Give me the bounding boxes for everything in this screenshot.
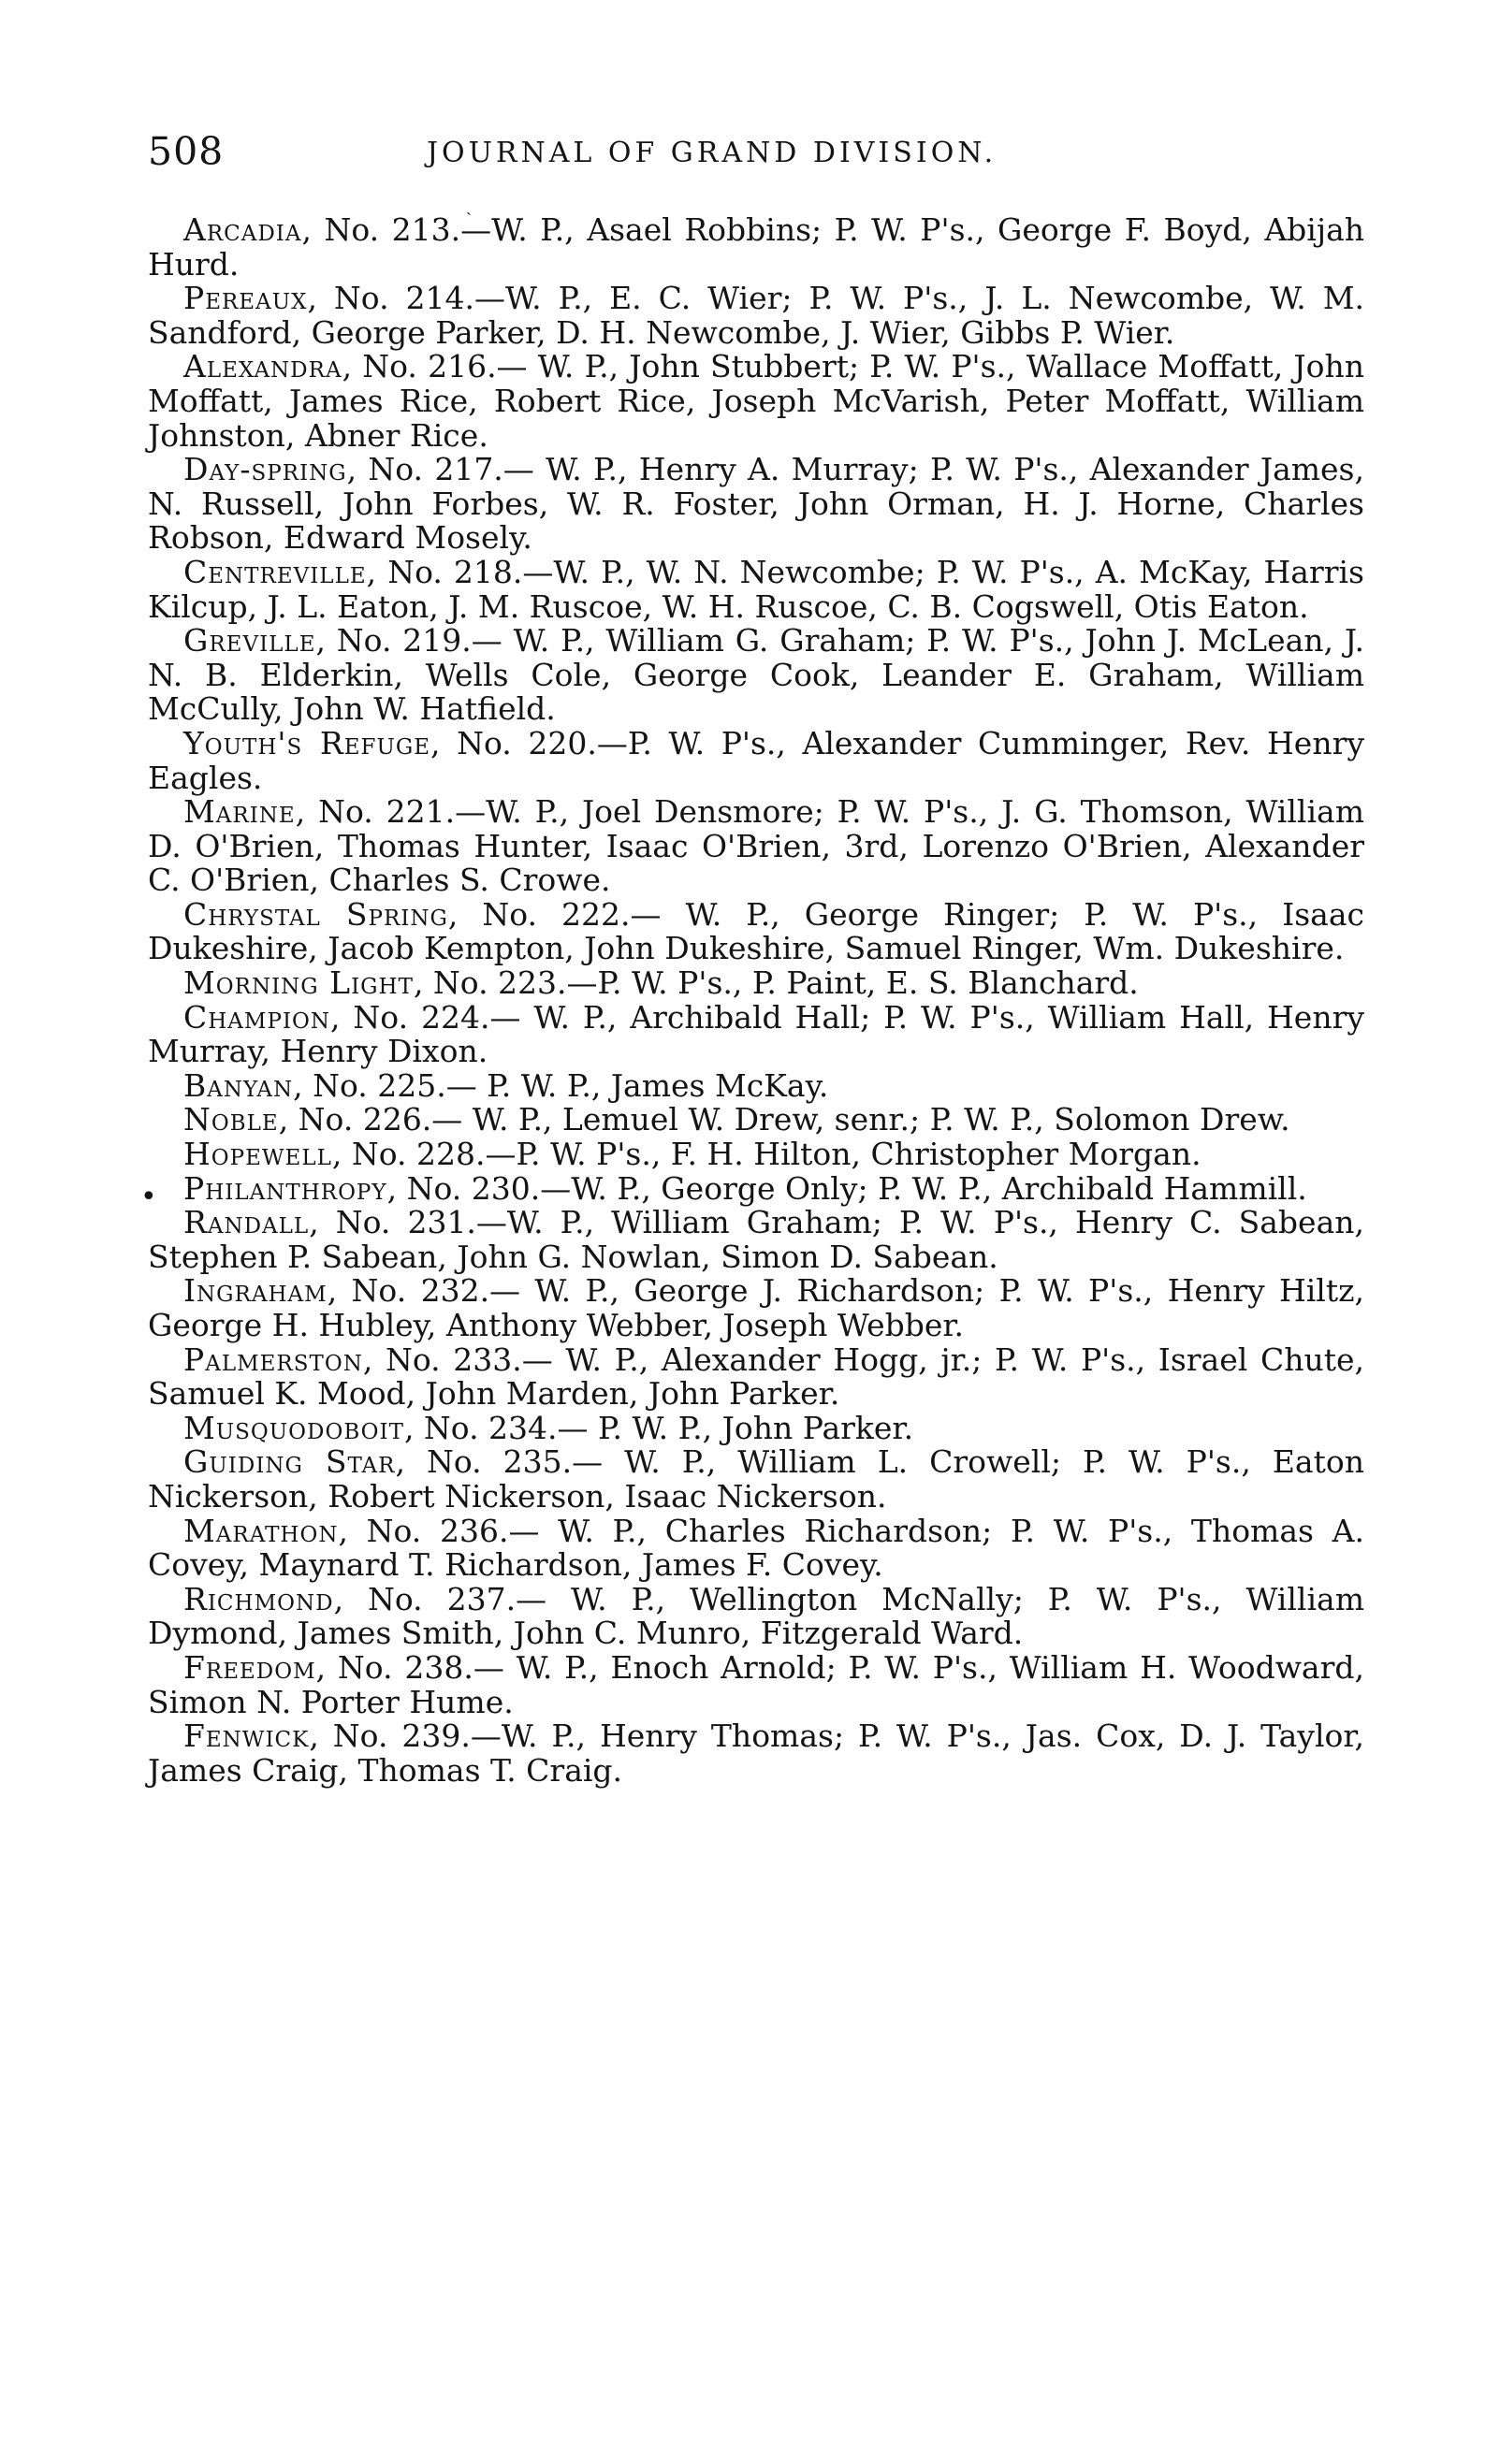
division-entry bbox=[148, 1138, 1364, 1172]
division-entry bbox=[148, 795, 1364, 898]
division-details: , No. 236.— W. P., Charles Richardson; P. W. P's., Thomas A. Covey, Maynard T. Richardson, James F. Covey. bbox=[148, 1512, 1364, 1584]
division-entry bbox=[148, 1066, 1364, 1104]
division-details: , No. 223.—P. W. P's., P. Paint, E. S. Blanchard. bbox=[413, 964, 1139, 1002]
division-name: Guiding Star bbox=[183, 1443, 396, 1481]
division-entry bbox=[148, 282, 1364, 350]
division-name: Hopewell bbox=[183, 1136, 332, 1173]
division-entry bbox=[148, 724, 1365, 796]
division-entry bbox=[148, 453, 1364, 556]
division-details: , No. 222.— W. P., George Ringer; P. W. P's., Isaac Dukeshire, Jacob Kempton, John Dukeshire, Samuel Ringer, Wm. Dukeshire. bbox=[148, 895, 1364, 967]
division-entry bbox=[148, 1648, 1364, 1720]
division-entry bbox=[148, 553, 1364, 625]
division-name: Marathon bbox=[183, 1512, 339, 1549]
division-entry bbox=[148, 966, 1364, 1001]
division-details: , No. 219.— W. P., William G. Graham; P. W. P's., John J. McLean, J. N. B. Elderkin, Wells Cole, George Cook, Leander E. Graham, William McCully, John W. Hatfield. bbox=[148, 622, 1364, 728]
division-details: , No. 221.—W. P., Joel Densmore; P. W. P's., J. G. Thomson, William D. O'Brien, Thomas Hunter, Isaac O'Brien, 3rd, Lorenzo O'Brien, Alexander C. O'Brien, Charles S. Crowe. bbox=[148, 793, 1364, 899]
division-entry bbox=[148, 1409, 1364, 1446]
division-name: Youth's Refuge bbox=[183, 724, 431, 761]
division-name: Greville bbox=[183, 622, 316, 659]
division-name: Arcadia bbox=[183, 211, 302, 248]
division-name: Richmond bbox=[183, 1580, 334, 1617]
division-details: , No. 232.— W. P., George J. Richardson; P. W. P's., Henry Hiltz, George H. Hubley, Anthony Webber, Joseph Webber. bbox=[148, 1272, 1364, 1343]
division-details: , No. 225.— P. W. P., James McKay. bbox=[293, 1066, 829, 1104]
division-name: Fenwick bbox=[183, 1718, 310, 1755]
division-name: Day-spring bbox=[183, 451, 347, 488]
division-name: Ingraham bbox=[183, 1272, 328, 1310]
division-details: , No. 218.—W. P., W. N. Newcombe; P. W. P's., A. McKay, Harris Kilcup, J. L. Eaton, J. M. Ruscoe, W. H. Ruscoe, C. B. Cogswell, Otis Eaton. bbox=[148, 553, 1364, 625]
division-details: , No. 230.—W. P., George Only; P. W. P., Archibald Hammill. bbox=[386, 1169, 1307, 1207]
division-details: , No. 237.— W. P., Wellington McNally; P. W. P's., William Dymond, James Smith, John C. Munro, Fitzgerald Ward. bbox=[148, 1580, 1364, 1652]
division-name: Musquodoboit bbox=[183, 1409, 404, 1446]
division-entry bbox=[148, 895, 1364, 967]
division-entry bbox=[148, 998, 1364, 1070]
division-name: Philanthropy bbox=[183, 1169, 387, 1207]
division-entry bbox=[148, 1274, 1364, 1342]
division-entry bbox=[148, 1512, 1364, 1584]
division-details: , No. 239.—W. P., Henry Thomas; P. W. P's., Jas. Cox, D. J. Taylor, James Craig, Thomas T. Craig. bbox=[148, 1718, 1364, 1789]
division-entry bbox=[148, 213, 1364, 282]
division-name: Chrystal Spring bbox=[183, 895, 448, 933]
division-name: Marine bbox=[183, 793, 296, 831]
division-details: , No. 217.— W. P., Henry A. Murray; P. W. P's., Alexander James, N. Russell, John Forbes, W. R. Foster, John Orman, H. J. Horne, Charles Robson, Edward Mosely. bbox=[148, 451, 1364, 557]
division-details: , No. 233.— W. P., Alexander Hogg, jr.; P. W. P's., Israel Chute, Samuel K. Mood, John Marden, John Parker. bbox=[148, 1341, 1364, 1413]
division-name: Noble bbox=[183, 1101, 279, 1138]
margin-bullet-mark: • bbox=[140, 1181, 157, 1213]
division-details: , No. 214.—W. P., E. C. Wier; P. W. P's., J. L. Newcombe, W. M. Sandford, George Parker, D. H. Newcombe, J. Wier, Gibbs P. Wier. bbox=[148, 280, 1364, 351]
division-list bbox=[148, 213, 1364, 1788]
margin-tick-mark: ˎ bbox=[466, 196, 472, 216]
division-entry bbox=[148, 1103, 1364, 1138]
division-entry bbox=[148, 1719, 1364, 1788]
division-details: , No. 213.—W. P., Asael Robbins; P. W. P's., George F. Boyd, Abijah Hurd. bbox=[148, 211, 1364, 283]
division-name: Centreville bbox=[183, 553, 367, 590]
division-entry bbox=[148, 1206, 1364, 1274]
division-details: , No. 235.— W. P., William L. Crowell; P. W. P's., Eaton Nickerson, Robert Nickerson, Isaac Nickerson. bbox=[148, 1443, 1364, 1515]
division-name: Banyan bbox=[183, 1066, 294, 1104]
division-entry bbox=[148, 1445, 1364, 1514]
division-details: , No. 226.— W. P., Lemuel W. Drew, senr.; P. W. P., Solomon Drew. bbox=[278, 1101, 1290, 1138]
division-entry bbox=[148, 624, 1364, 727]
division-entry bbox=[148, 1343, 1364, 1412]
division-name: Palmerston bbox=[183, 1341, 363, 1378]
division-details: , No. 234.— P. W. P., John Parker. bbox=[403, 1409, 914, 1446]
division-name: Morning Light bbox=[183, 964, 414, 1002]
running-head: JOURNAL OF GRAND DIVISION. bbox=[427, 137, 998, 169]
division-name: Champion bbox=[183, 998, 331, 1036]
division-name: Alexandra bbox=[183, 348, 342, 385]
division-details: , No. 224.— W. P., Archibald Hall; P. W. P's., William Hall, Henry Murray, Henry Dixon. bbox=[148, 998, 1364, 1070]
division-entry bbox=[148, 1580, 1364, 1652]
division-name: Freedom bbox=[183, 1648, 316, 1686]
division-name: Randall bbox=[183, 1204, 310, 1241]
page-number: 508 bbox=[148, 129, 225, 174]
division-details: , No. 216.— W. P., John Stubbert; P. W. P's., Wallace Moffatt, John Moffatt, James Rice, Robert Rice, Joseph McVarish, Peter Moffatt, William Johnston, Abner Rice. bbox=[148, 348, 1364, 454]
page-header bbox=[148, 129, 1383, 185]
division-entry bbox=[148, 1169, 1364, 1207]
division-entry bbox=[148, 350, 1364, 453]
division-name: Pereaux bbox=[183, 280, 308, 317]
division-details: , No. 228.—P. W. P's., F. H. Hilton, Christopher Morgan. bbox=[331, 1136, 1201, 1173]
division-details: , No. 220.—P. W. P's., Alexander Cumminger, Rev. Henry Eagles. bbox=[148, 724, 1365, 796]
division-details: , No. 238.— W. P., Enoch Arnold; P. W. P's., William H. Woodward, Simon N. Porter Hume. bbox=[148, 1648, 1364, 1720]
division-details: , No. 231.—W. P., William Graham; P. W. P's., Henry C. Sabean, Stephen P. Sabean, John G. Nowlan, Simon D. Sabean. bbox=[148, 1204, 1364, 1275]
